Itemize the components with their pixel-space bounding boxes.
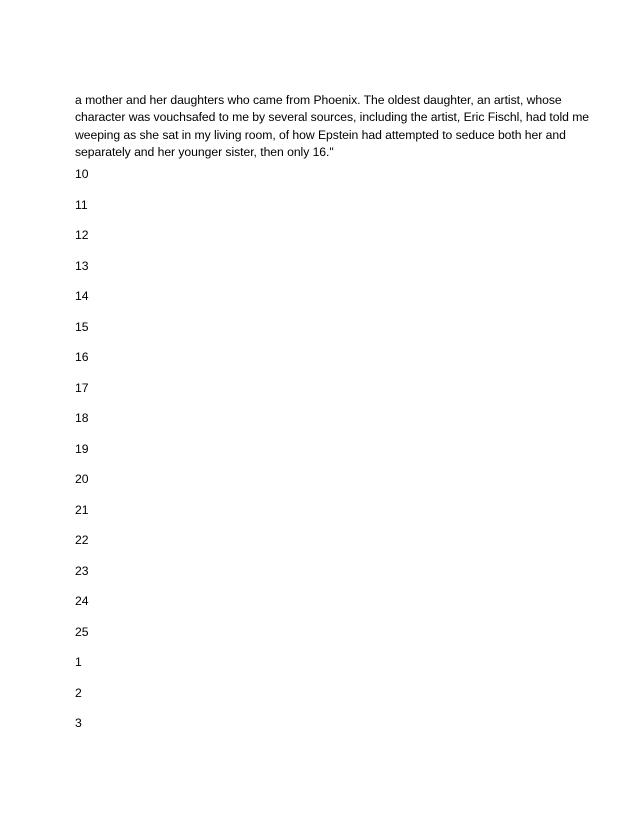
line-number: 17 — [75, 380, 89, 395]
line-number: 13 — [75, 258, 89, 273]
line-number: 2 — [75, 685, 82, 700]
line-number: 16 — [75, 350, 89, 364]
line-number: 1 — [75, 655, 82, 669]
line-number-list — [75, 166, 89, 746]
line-number: 24 — [75, 594, 89, 608]
line-number: 3 — [75, 716, 82, 730]
line-number: 15 — [75, 319, 89, 334]
paragraph-line-3: weeping as she sat in my living room, of how Epstein had attempted to seduce both her and — [75, 127, 566, 142]
line-number: 12 — [75, 228, 89, 242]
paragraph-line-2: character was vouchsafed to me by several sources, including the artist, Eric Fischl, had told me — [75, 110, 590, 125]
line-number: 21 — [75, 502, 89, 517]
paragraph-line-4: separately and her younger sister, then only 16." — [75, 145, 334, 160]
line-number: 20 — [75, 472, 89, 486]
paragraph-line-1: a mother and her daughters who came from Phoenix. The oldest daughter, an artist, whose — [75, 93, 562, 107]
line-number: 10 — [75, 167, 89, 181]
line-number: 14 — [75, 289, 89, 303]
line-number: 19 — [75, 441, 89, 456]
body-paragraph — [75, 92, 590, 162]
line-number: 25 — [75, 624, 89, 639]
line-number: 22 — [75, 533, 89, 547]
line-number: 11 — [75, 197, 88, 212]
line-number: 23 — [75, 563, 89, 578]
line-number: 18 — [75, 411, 89, 425]
